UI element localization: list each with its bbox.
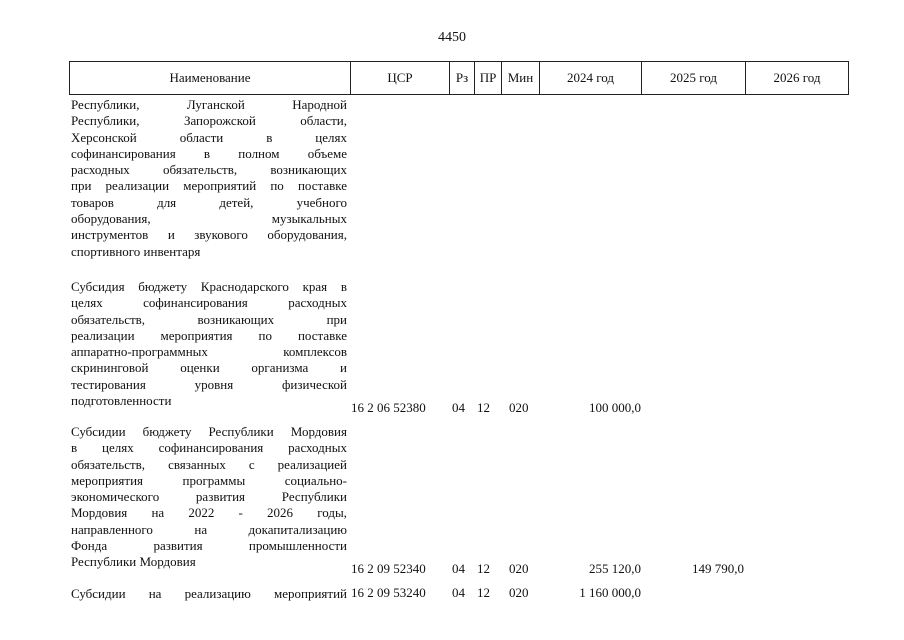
name-line: Херсонской области в целях [71, 129, 347, 145]
header-2024: 2024 год [540, 62, 642, 94]
name-line: экономического развития Республики [71, 489, 347, 505]
name-line: товаров для детей, учебного [71, 194, 347, 210]
row-csr: 16 2 09 52340 [351, 561, 426, 576]
name-line: Мордовия на 2022 - 2026 годы, [71, 505, 347, 521]
name-line: направленного на докапитализацию [71, 521, 347, 537]
row-2024: 255 120,0 [589, 561, 641, 576]
row-pr: 12 [477, 400, 490, 415]
row-rz: 04 [452, 585, 465, 600]
table-row-name [71, 424, 347, 571]
name-line: Субсидии бюджету Республики Мордовия [71, 424, 347, 439]
row-csr: 16 2 06 52380 [351, 400, 426, 415]
name-line: Субсидия бюджету Краснодарского края в [71, 279, 347, 294]
row-pr: 12 [477, 561, 490, 576]
header-2026: 2026 год [773, 70, 821, 85]
row-min: 020 [509, 585, 529, 600]
name-line: Фонда развития промышленности [71, 538, 347, 554]
name-line: Республики Мордовия [71, 554, 196, 570]
header-csr: ЦСР [351, 62, 450, 94]
name-line: мероприятия программы социально- [71, 472, 347, 488]
header-rz: Рз [450, 62, 475, 94]
name-line: Республики, Луганской Народной [71, 97, 347, 112]
row-rz: 04 [452, 561, 465, 576]
row-rz: 04 [452, 400, 465, 415]
row-2024: 100 000,0 [589, 400, 641, 415]
name-line: скрининговой оценки организма и [71, 360, 347, 376]
name-line: целях софинансирования расходных [71, 295, 347, 311]
table-row-name [71, 279, 347, 409]
name-line: Субсидии на реализацию мероприятий [71, 586, 347, 601]
name-line: обязательств, связанных с реализацией [71, 456, 347, 472]
name-line: софинансирования в полном объеме [71, 145, 347, 161]
row-min: 020 [509, 561, 529, 576]
table-header [69, 61, 849, 95]
row-csr: 16 2 09 53240 [351, 585, 426, 600]
header-name: Наименование [70, 62, 351, 94]
page-number: 4450 [438, 30, 466, 45]
name-line: инструментов и звукового оборудования, [71, 227, 347, 243]
row-min: 020 [509, 400, 529, 415]
name-line: оборудования, музыкальных [71, 211, 347, 227]
name-line: спортивного инвентаря [71, 243, 201, 259]
name-line: аппаратно-программных комплексов [71, 344, 347, 360]
name-line: обязательств, возникающих при [71, 311, 347, 327]
name-line: расходных обязательств, возникающих [71, 162, 347, 178]
row-2024: 1 160 000,0 [579, 585, 641, 600]
table-row-name [71, 97, 347, 260]
name-line: в целях софинансирования расходных [71, 440, 347, 456]
row-pr: 12 [477, 585, 490, 600]
table-row-name [71, 586, 347, 602]
header-2025: 2025 год [642, 62, 746, 94]
row-2025: 149 790,0 [692, 561, 744, 576]
name-line: тестирования уровня физической [71, 376, 347, 392]
header-min: Мин [502, 62, 540, 94]
name-line: при реализации мероприятий по поставке [71, 178, 347, 194]
name-line: реализации мероприятия по поставке [71, 327, 347, 343]
name-line: Республики, Запорожской области, [71, 113, 347, 129]
name-line: подготовленности [71, 393, 172, 409]
header-pr: ПР [475, 62, 502, 94]
